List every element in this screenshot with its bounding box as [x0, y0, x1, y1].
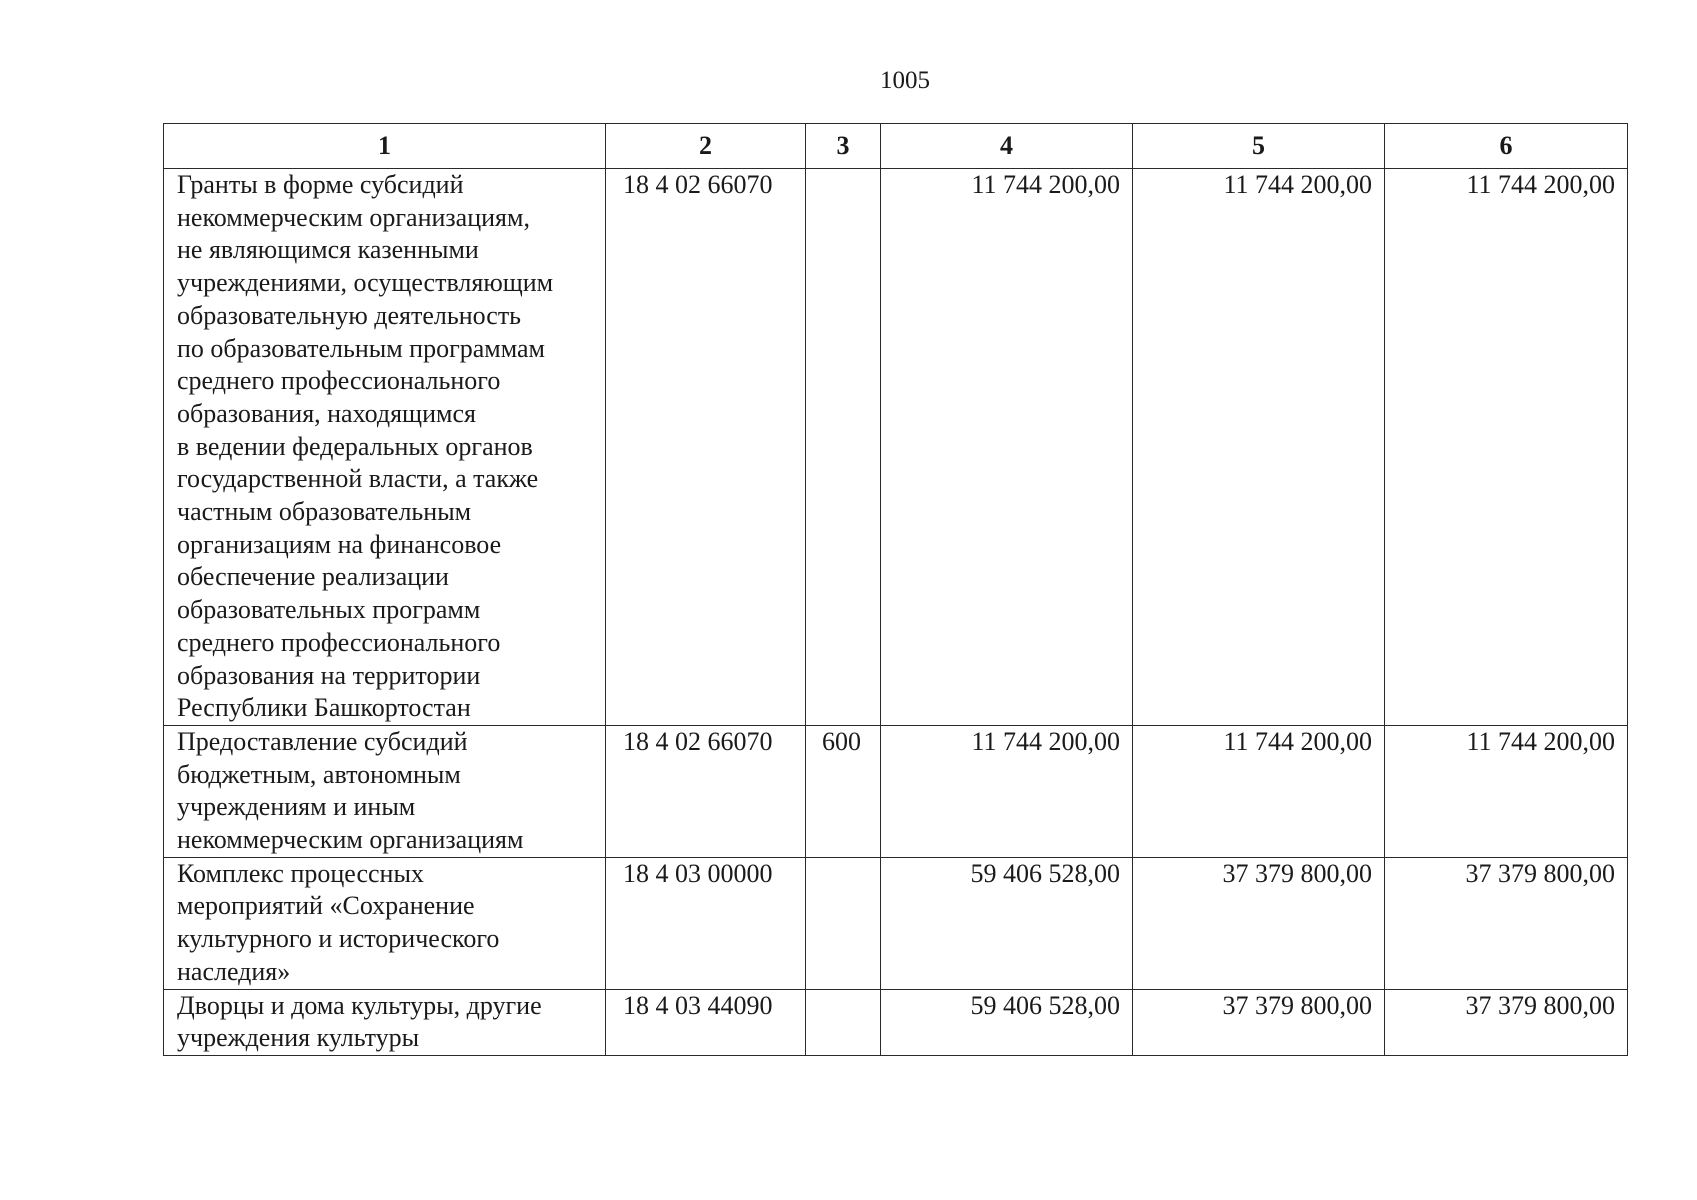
table-row [164, 857, 1628, 989]
row-code-cell: 18 4 02 66070 [606, 169, 806, 726]
row-value-2-cell: 11 744 200,00 [1133, 169, 1385, 726]
row-value-3-cell: 11 744 200,00 [1385, 169, 1628, 726]
budget-table [163, 123, 1628, 1056]
table-header-row [164, 124, 1628, 169]
row-value-1-cell: 59 406 528,00 [881, 989, 1133, 1055]
row-code-cell: 18 4 02 66070 [606, 725, 806, 857]
row-name-cell: Предоставление субсидий бюджетным, автономным учреждениям и иным некоммерческим организациям [164, 725, 606, 857]
page-number: 1005 [880, 67, 930, 94]
row-type-cell [806, 169, 881, 726]
row-value-3-cell: 37 379 800,00 [1385, 989, 1628, 1055]
row-value-3-cell: 37 379 800,00 [1385, 857, 1628, 989]
row-name-cell: Гранты в форме субсидий некоммерческим организациям, не являющимся казенными учреждениями, осуществляющим образовательную деятельность по образовательным программам среднего профессионального образования, находящимся в ведении федеральных органов государственной власти, а также частным образовательным организациям на финансовое обеспечение реализации образовательных программ среднего профессионального образования на территории Республики Башкортостан [164, 169, 606, 726]
column-header-6: 6 [1385, 124, 1628, 169]
row-value-3-cell: 11 744 200,00 [1385, 725, 1628, 857]
column-header-1: 1 [164, 124, 606, 169]
row-name-cell: Дворцы и дома культуры, другие учреждения культуры [164, 989, 606, 1055]
row-code-cell: 18 4 03 44090 [606, 989, 806, 1055]
row-value-1-cell: 59 406 528,00 [881, 857, 1133, 989]
table-row [164, 725, 1628, 857]
column-header-2: 2 [606, 124, 806, 169]
row-code-cell: 18 4 03 00000 [606, 857, 806, 989]
row-name-cell: Комплекс процессных мероприятий «Сохранение культурного и исторического наследия» [164, 857, 606, 989]
table-row [164, 169, 1628, 726]
row-type-cell: 600 [806, 725, 881, 857]
row-value-1-cell: 11 744 200,00 [881, 169, 1133, 726]
column-header-4: 4 [881, 124, 1133, 169]
table-row [164, 989, 1628, 1055]
row-value-1-cell: 11 744 200,00 [881, 725, 1133, 857]
column-header-3: 3 [806, 124, 881, 169]
row-value-2-cell: 37 379 800,00 [1133, 857, 1385, 989]
row-type-cell [806, 857, 881, 989]
column-header-5: 5 [1133, 124, 1385, 169]
row-type-cell [806, 989, 881, 1055]
row-value-2-cell: 11 744 200,00 [1133, 725, 1385, 857]
row-value-2-cell: 37 379 800,00 [1133, 989, 1385, 1055]
